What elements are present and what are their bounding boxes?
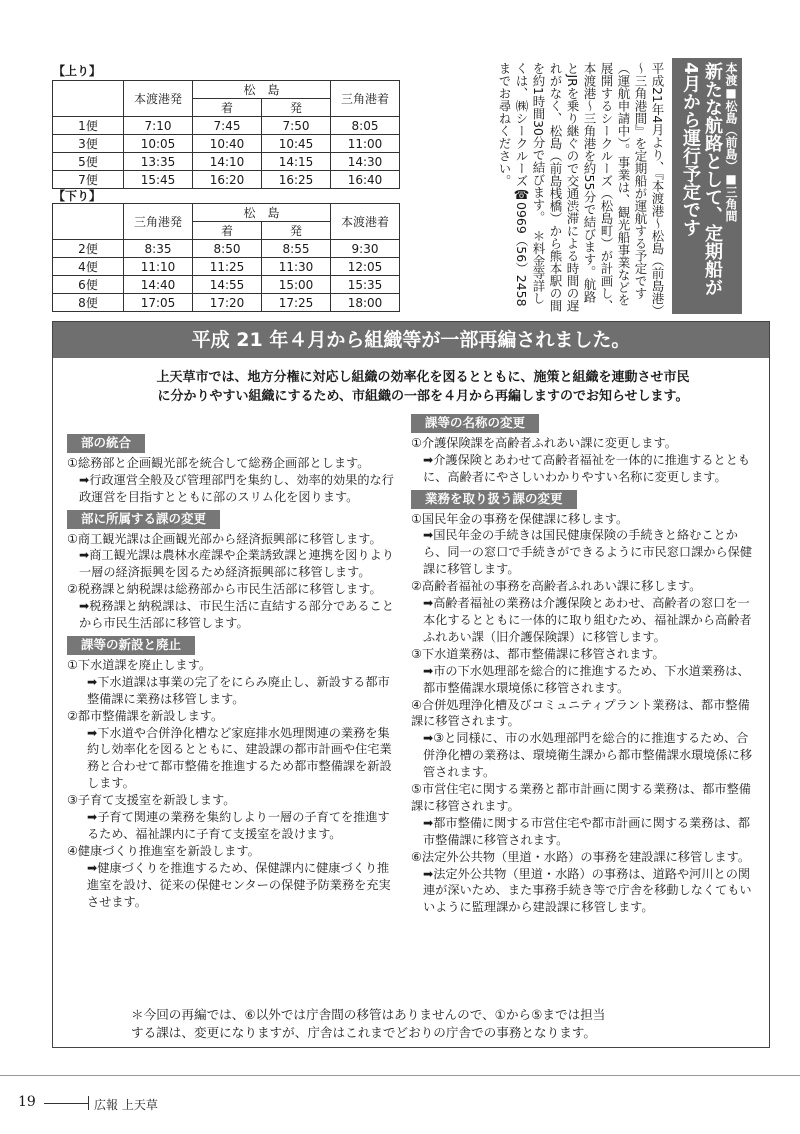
note-line: する課は、変更になりますが、庁舎はこれまでどおりの庁舎での事務となります。: [131, 1025, 596, 1040]
item: ①介護保険課を高齢者ふれあい課に変更します。: [411, 435, 677, 450]
ferry-body: 平成21年4月より、『本渡港～松島（前島港）～三角港間』を定期船が運航する予定です（運航申請中）。事業は、観光船事業などを展開するシークルーズ（松島町）が計画し、本渡港～三角港を約55分で結びます。航路とJRを乗り継ぐので交通渋滞による時間の遅れがなく、松島（前島桟橋）から熊本駅の間を約1時間30分で結びます。 ＊料金等詳しくは、㈱シークルーズ☎0969（56）2458までお尋ねください。: [497, 62, 665, 312]
cell: 14:40: [124, 276, 193, 294]
item: ④合併処理浄化槽及びコミュニティプラント業務は、都市整備課に移管されます。: [411, 697, 750, 729]
cell: 15:45: [124, 171, 193, 189]
table-row: [53, 258, 400, 276]
item-detail: ➡税務課と納税課は、市民生活に直結する部分であることから市民生活部に移管します。: [79, 599, 394, 631]
item-detail: ➡健康づくりを推進するため、保健課内に健康づくり推進室を設け、従来の保健センターの保健予防業務を充実させます。: [87, 860, 391, 909]
table-row: [53, 153, 400, 171]
cell: 16:20: [193, 171, 262, 189]
item-detail: ➡下水道や合併浄化槽など家庭排水処理関連の業務を集約し効率化を図るとともに、建設課の都市計画や住宅業務と合わせて都市整備を推進するため都市整備課を新設します。: [87, 725, 392, 791]
section-heading: 課等の名称の変更: [411, 414, 539, 433]
table-row: [53, 135, 400, 153]
cell: 10:05: [124, 135, 193, 153]
item-detail: ➡行政運営全般及び管理部門を集約し、効率的効果的な行政運営を目指すとともに部のスリム化を図ります。: [79, 472, 394, 504]
col-header: 三角港発: [124, 204, 193, 240]
publication-name: 広報 上天草: [94, 1098, 158, 1112]
cell: 15:35: [331, 276, 400, 294]
col-subheader: 着: [193, 99, 262, 117]
cell: 7:50: [262, 117, 331, 135]
item: ①商工観光課は企画観光部から経済振興部に移管します。: [67, 531, 382, 546]
ferry-title-2: 4月から運行予定です: [680, 62, 701, 237]
item-detail: ➡商工観光課は農林水産課や企業誘致課と連携を図りより一層の経済振興を図るため経済振興部に移管します。: [79, 548, 394, 580]
cell: 16:25: [262, 171, 331, 189]
section-heading: 部の統合: [67, 434, 145, 453]
cell: 8便: [53, 294, 124, 312]
cell: 8:05: [331, 117, 400, 135]
cell: 8:55: [262, 240, 331, 258]
item: ③下水道業務は、都市整備課に移管されます。: [411, 646, 665, 661]
ferry-route: 本渡■松島（前島）■三角間: [724, 62, 738, 222]
cell: 10:45: [262, 135, 331, 153]
col-header: 三角港着: [331, 81, 400, 117]
cell: 14:55: [193, 276, 262, 294]
col-header: 本渡港発: [124, 81, 193, 117]
cell: 18:00: [331, 294, 400, 312]
item: ②税務課と納税課は総務部から市民生活部に移管します。: [67, 582, 382, 597]
cell: 4便: [53, 258, 124, 276]
intro-line: に分かりやすい組織にするため、市組織の一部を４月から再編しますのでお知らせします。: [157, 389, 689, 404]
cell: 1便: [53, 117, 124, 135]
cell: 12:05: [331, 258, 400, 276]
timetable-down-label: 【下り】: [53, 189, 102, 203]
item: ①下水道課を廃止します。: [67, 657, 212, 672]
cell: 7便: [53, 171, 124, 189]
col-header: 本渡港着: [331, 204, 400, 240]
cell: 17:05: [124, 294, 193, 312]
note-line: ＊今回の再編では、⑥以外では庁舎間の移管はありませんので、①から⑤までは担当: [131, 1007, 606, 1022]
cell: 8:35: [124, 240, 193, 258]
item: ②高齢者福祉の事務を高齢者ふれあい課に移します。: [411, 579, 702, 594]
cell: 10:40: [193, 135, 262, 153]
reorg-note: [131, 1006, 721, 1042]
item: ②都市整備課を新設します。: [67, 708, 224, 723]
timetable-up: [52, 80, 400, 189]
cell: 7:45: [193, 117, 262, 135]
cell: 5便: [53, 153, 124, 171]
col-subheader: 発: [262, 99, 331, 117]
timetable-down: [52, 203, 400, 312]
table-row: [53, 117, 400, 135]
cell: 11:00: [331, 135, 400, 153]
footer-divider: [0, 1075, 800, 1076]
cell: 11:25: [193, 258, 262, 276]
table-row: [53, 276, 400, 294]
timetable-up-label: 【上り】: [53, 64, 102, 78]
cell: 14:10: [193, 153, 262, 171]
cell: 2便: [53, 240, 124, 258]
item: ①総務部と企画観光部を統合して総務企画部とします。: [67, 455, 370, 470]
intro-line: 上天草市では、地方分権に対応し組織の効率化を図るとともに、施策と組織を連動させ市民: [156, 370, 690, 385]
cell: 17:20: [193, 294, 262, 312]
cell: 11:10: [124, 258, 193, 276]
reorg-intro: [103, 368, 743, 406]
section-heading: 部に所属する課の変更: [67, 510, 220, 529]
cell: 7:10: [124, 117, 193, 135]
page-number: 19: [18, 1094, 36, 1110]
item: ③子育て支援室を新設します。: [67, 793, 236, 808]
reorg-title: 平成 21 年４月から組織等が一部再編されました。: [53, 322, 769, 358]
cell: 16:40: [331, 171, 400, 189]
item-detail: ➡介護保険とあわせて高齢者福祉を一体的に推進するとともに、高齢者にやさしいわかりやすい名称に変更します。: [423, 452, 751, 484]
col-header: 松 島: [193, 204, 331, 222]
table-row: [53, 171, 400, 189]
cell: 9:30: [331, 240, 400, 258]
item-detail: ➡市の下水処理部を総合的に推進するため、下水道業務は、都市整備課水環境係に移管されます。: [423, 663, 750, 695]
table-corner: [53, 81, 124, 117]
reorg-box: [52, 321, 770, 1048]
item: ⑥法定外公共物（里道・水路）の事務を建設課に移管します。: [411, 849, 751, 864]
ferry-title-1: 新たな航路として、定期船が: [702, 62, 723, 296]
cell: 3便: [53, 135, 124, 153]
item: ①国民年金の事務を保健課に移します。: [411, 511, 629, 526]
col-subheader: 着: [193, 222, 262, 240]
item: ④健康づくり推進室を新設します。: [67, 843, 260, 858]
right-column: [411, 410, 757, 916]
table-corner: [53, 204, 124, 240]
item-detail: ➡都市整備に関する市営住宅や都市計画に関する業務は、都市整備課に移管されます。: [423, 815, 751, 847]
item-detail: ➡法定外公共物（里道・水路）の事務は、道路や河川との関連が深いため、また事務手続き等で庁舎を移動しなくてもいいように監理課から建設課に移管します。: [423, 866, 752, 915]
item-detail: ➡③と同様に、市の水処理部門を総合的に推進するため、合併浄化槽の業務は、環境衛生課から都市整備課水環境係に移管されます。: [423, 731, 753, 780]
col-subheader: 発: [262, 222, 331, 240]
cell: 14:30: [331, 153, 400, 171]
ferry-banner: [672, 58, 742, 314]
item-detail: ➡高齢者福祉の業務は介護保険とあわせ、高齢者の窓口を一本化するとともに一体的に取り組むため、福祉課から高齢者ふれあい課（旧介護保険課）に移管します。: [423, 596, 752, 644]
cell: 17:25: [262, 294, 331, 312]
item-detail: ➡子育て関連の業務を集約しより一層の子育てを推進するため、福祉課内に子育て支援室を設けます。: [87, 810, 390, 841]
cell: 13:35: [124, 153, 193, 171]
section-heading: 業務を取り扱う課の変更: [411, 490, 577, 509]
table-row: [53, 294, 400, 312]
cell: 8:50: [193, 240, 262, 258]
item-detail: ➡下水道課は事業の完了をにらみ廃止し、新設する都市整備課に業務は移管します。: [87, 674, 390, 706]
section-heading: 課等の新設と廃止: [67, 636, 195, 655]
cell: 15:00: [262, 276, 331, 294]
footer-rule: [44, 1103, 88, 1104]
table-row: [53, 240, 400, 258]
footer-tick: [88, 1096, 89, 1110]
cell: 11:30: [262, 258, 331, 276]
item: ⑤市営住宅に関する業務と都市計画に関する業務は、都市整備課に移管されます。: [411, 782, 751, 813]
col-header: 松 島: [193, 81, 331, 99]
left-column: [67, 430, 399, 910]
item-detail: ➡国民年金の手続きは国民健康保険の手続きと絡むことから、同一の窓口で手続きができるように市民窓口課から保健課に移管します。: [423, 528, 753, 577]
cell: 6便: [53, 276, 124, 294]
cell: 14:15: [262, 153, 331, 171]
